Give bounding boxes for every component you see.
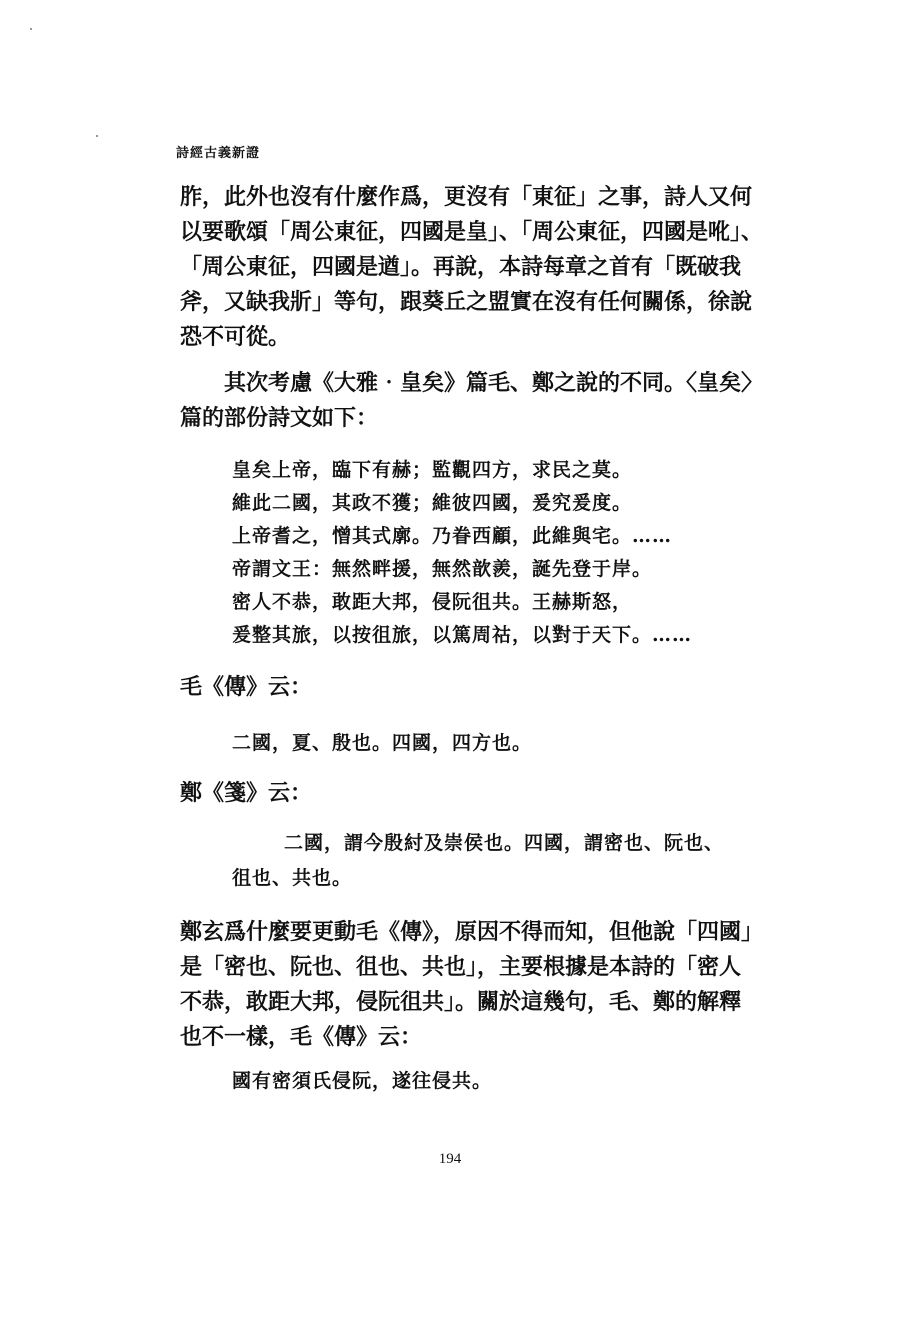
text-line: 不恭，敢距大邦，侵阮徂共」。關於這幾句，毛、鄭的解釋: [180, 989, 742, 1015]
text-line: 篇的部份詩文如下：: [180, 405, 379, 431]
zheng-quote-line: 徂也、共也。: [232, 867, 353, 889]
scan-speck: [96, 135, 98, 137]
text-line: 斧，又缺我斨」等句，跟葵丘之盟實在沒有任何關係，徐說: [180, 289, 753, 315]
running-header: 詩經古義新證: [176, 146, 261, 161]
text-line: 鄭玄爲什麼要更動毛《傳》，原因不得而知，但他說「四國」: [180, 919, 764, 945]
paragraph-1: [180, 180, 763, 355]
text-line: 「周公東征，四國是遒」。再說，本詩每章之首有「既破我: [180, 254, 742, 280]
mao-quote: 二國，夏、殷也。四國，四方也。: [232, 732, 533, 754]
scan-speck: [30, 28, 32, 30]
text-line: 也不一樣，毛《傳》云：: [180, 1024, 423, 1050]
text-line: 其次考慮《大雅‧皇矣》篇毛、鄭之說的不同。〈皇矣〉: [180, 370, 764, 396]
poem-line: 上帝耆之，憎其式廓。乃眷西顧，此維與宅。……: [232, 525, 673, 547]
poem-line: 維此二國，其政不獲；維彼四國，爰究爰度。: [232, 492, 633, 514]
text-line: 恐不可從。: [180, 324, 291, 350]
final-quote: 國有密須氏侵阮，遂往侵共。: [232, 1070, 493, 1092]
page-number: 194: [438, 1151, 462, 1167]
text-line: 胙，此外也沒有什麼作爲，更沒有「東征」之事，詩人又何: [180, 184, 753, 210]
mao-intro: 毛《傳》云：: [180, 674, 313, 700]
paragraph-3: [180, 915, 763, 1055]
poem-line: 帝謂文王：無然畔援，無然歆羨，誕先登于岸。: [232, 558, 653, 580]
poem-line: 皇矣上帝，臨下有赫；監觀四方，求民之莫。: [232, 459, 633, 481]
poem-line: 密人不恭，敢距大邦，侵阮徂共。王赫斯怒，: [232, 591, 633, 613]
poem-line: 爰整其旅，以按徂旅，以篤周祜，以對于天下。……: [232, 624, 693, 646]
text-line: 是「密也、阮也、徂也、共也」，主要根據是本詩的「密人: [180, 954, 742, 980]
zheng-quote-line: 二國，謂今殷紂及崇侯也。四國，謂密也、阮也、: [284, 832, 725, 854]
text-line: 以要歌頌「周公東征，四國是皇」、「周公東征，四國是吪」、: [180, 219, 764, 245]
poem-quote: [232, 454, 692, 652]
zheng-intro: 鄭《箋》云：: [180, 780, 313, 806]
paragraph-2: [180, 366, 763, 436]
